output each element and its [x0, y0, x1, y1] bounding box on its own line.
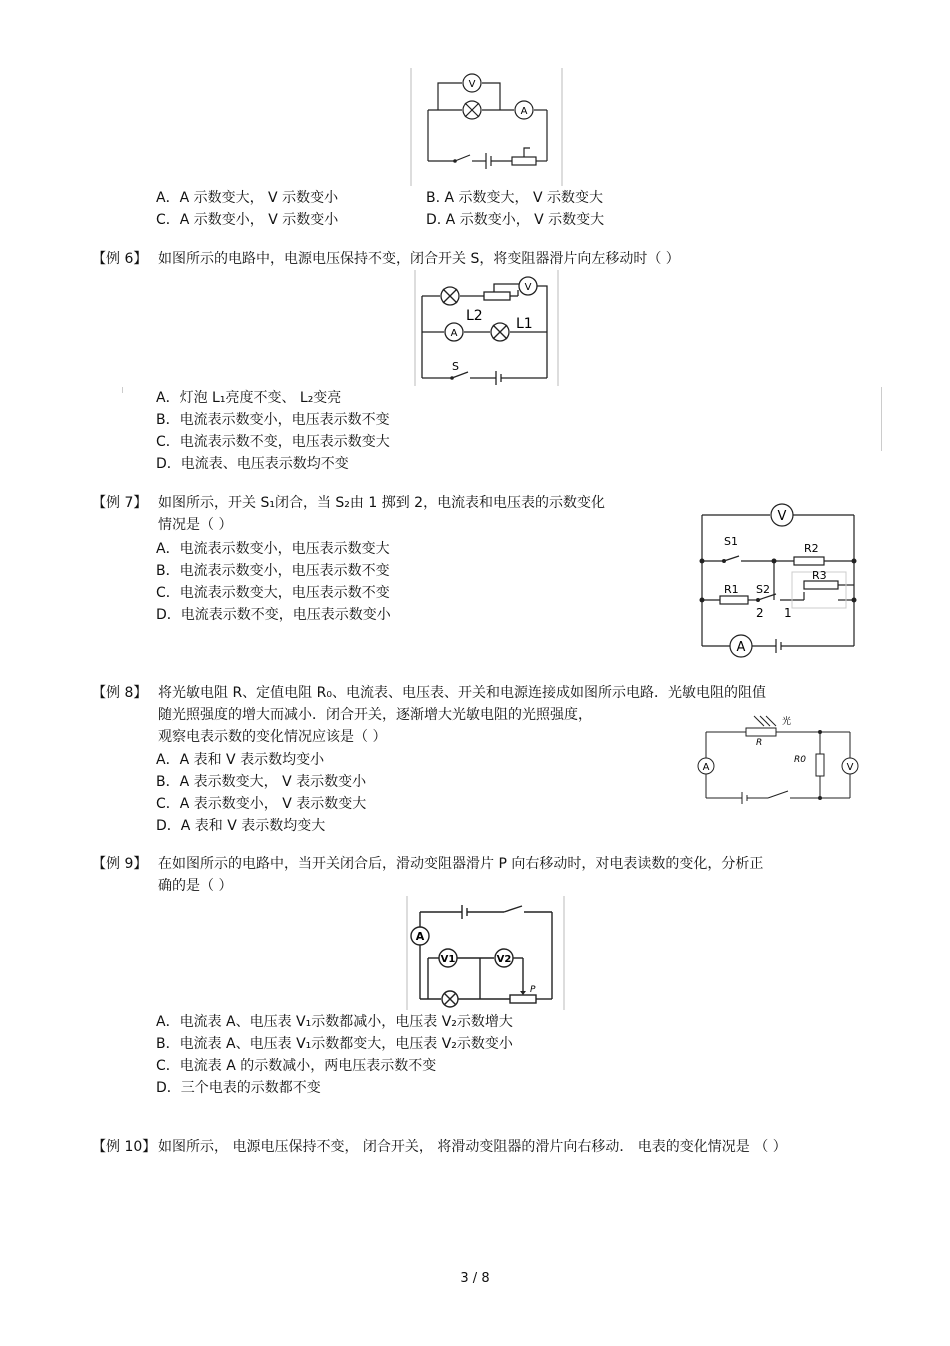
ammeter-label: A: [520, 106, 528, 117]
circuit-figure-q5: [410, 68, 565, 186]
q6-option-c: C．电流表示数不变，电压表示数变大: [156, 434, 390, 450]
circuit-figure-q6: [414, 270, 560, 386]
q7-tag: 【例 7】: [92, 495, 148, 511]
q8-tag: 【例 8】: [92, 685, 148, 701]
scan-margin-line-left: [122, 387, 123, 393]
q7-option-b: B．电流表示数变小，电压表示数不变: [156, 563, 390, 579]
q6-option-b: B．电流表示数变小，电压表示数不变: [156, 412, 390, 428]
q8-stem-line2: 随光照强度的增大而减小．闭合开关，逐渐增大光敏电阻的光照强度，: [158, 707, 592, 723]
switch-s1-label: S1: [724, 535, 738, 548]
q5-option-b: B. A 示数变大， V 示数变大: [426, 190, 604, 206]
q9-stem-line2: 确的是（ ）: [158, 878, 233, 894]
q8-stem-line3: 观察电表示数的变化情况应该是（ ）: [158, 729, 387, 745]
resistor-r1-label: R1: [724, 583, 739, 596]
slider-p-label: P: [530, 985, 536, 995]
voltmeter-label: V: [777, 509, 787, 524]
switch-s2-label: S2: [756, 583, 770, 596]
q9-option-c: C．电流表 A 的示数减小，两电压表示数不变: [156, 1058, 437, 1074]
scan-margin-line-right: [881, 387, 882, 451]
voltmeter-v1-label: V1: [440, 954, 456, 965]
q6-tag: 【例 6】: [92, 251, 148, 267]
q6-stem: 如图所示的电路中，电源电压保持不变，闭合开关 S，将变阻器滑片向左移动时（ ）: [158, 251, 680, 267]
ammeter-label: A: [702, 762, 710, 773]
q7-option-d: D．电流表示数不变，电压表示数变小: [156, 607, 391, 623]
q7-stem-line2: 情况是（ ）: [158, 517, 233, 533]
ammeter-label: A: [415, 930, 425, 943]
voltmeter-label: V: [524, 282, 532, 293]
q8-option-a: A．A 表和 V 表示数均变小: [156, 752, 325, 768]
q5-option-d: D. A 示数变小， V 示数变大: [426, 212, 605, 228]
q10-stem: 如图所示， 电源电压保持不变， 闭合开关， 将滑动变阻器的滑片向右移动． 电表的变化情况是 （ ）: [158, 1139, 787, 1155]
q8-option-d: D．A 表和 V 表示数均变大: [156, 818, 326, 834]
q6-option-a: A．灯泡 L₁亮度不变、 L₂变亮: [156, 390, 342, 406]
page-number: 3 / 8: [460, 1271, 490, 1286]
q8-option-c: C．A 表示数变小， V 表示数变大: [156, 796, 367, 812]
q6-option-d: D．电流表、电压表示数均不变: [156, 456, 349, 472]
q7-stem-line1: 如图所示，开关 S₁闭合，当 S₂由 1 掷到 2，电流表和电压表的示数变化: [158, 495, 606, 511]
q5-option-a: A．A 示数变大， V 示数变小: [156, 190, 339, 206]
lamp-l1-label: L1: [516, 316, 533, 332]
voltmeter-label: V: [846, 762, 854, 773]
q8-option-b: B．A 表示数变大， V 表示数变小: [156, 774, 367, 790]
q7-option-c: C．电流表示数变大，电压表示数不变: [156, 585, 390, 601]
lamp-l2-label: L2: [466, 308, 483, 324]
q9-tag: 【例 9】: [92, 856, 148, 872]
ammeter-label: A: [450, 328, 458, 339]
q9-option-a: A．电流表 A、电压表 V₁示数都减小，电压表 V₂示数增大: [156, 1014, 513, 1030]
q9-stem-line1: 在如图所示的电路中，当开关闭合后，滑动变阻器滑片 P 向右移动时，对电表读数的变化，分析正: [158, 856, 764, 872]
circuit-figure-q7: [694, 500, 864, 660]
resistor-r0-label: R0: [794, 755, 806, 765]
circuit-figure-q8: [694, 712, 864, 804]
photoresistor-r-label: R: [756, 738, 763, 748]
ammeter-label: A: [736, 640, 746, 655]
light-label: 光: [782, 717, 792, 727]
resistor-r3-label: R3: [812, 569, 827, 582]
q9-option-b: B．电流表 A、电压表 V₁示数都变大，电压表 V₂示数变小: [156, 1036, 513, 1052]
q8-stem-line1: 将光敏电阻 R、定值电阻 R₀、电流表、电压表、开关和电源连接成如图所示电路．光敏电阻的阻值: [158, 685, 766, 701]
switch-label: S: [452, 360, 459, 373]
q10-tag: 【例 10】: [92, 1139, 157, 1155]
voltmeter-label: V: [468, 79, 476, 90]
q9-option-d: D．三个电表的示数都不变: [156, 1080, 321, 1096]
q7-option-a: A．电流表示数变小，电压表示数变大: [156, 541, 390, 557]
terminal-1-label: 1: [784, 606, 792, 620]
q5-option-c: C．A 示数变小， V 示数变小: [156, 212, 339, 228]
resistor-r2-label: R2: [804, 542, 819, 555]
terminal-2-label: 2: [756, 606, 764, 620]
voltmeter-v2-label: V2: [496, 954, 512, 965]
circuit-figure-q9: [406, 896, 566, 1010]
